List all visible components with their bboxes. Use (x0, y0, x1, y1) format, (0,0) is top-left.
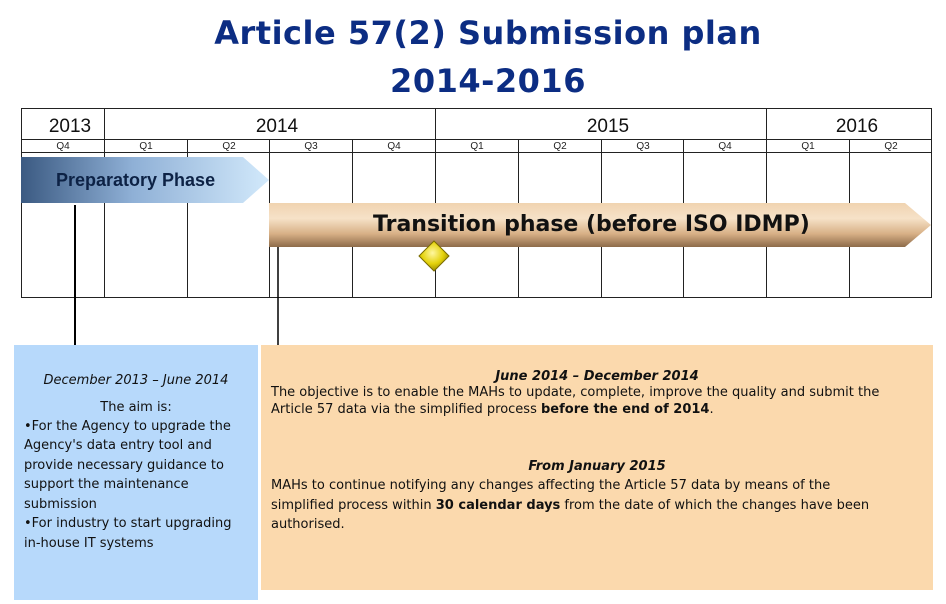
right-box-period-1: June 2014 – December 2014 (495, 369, 699, 384)
left-box-bullet-2: •For industry to start upgrading (24, 516, 232, 531)
quarter-label: Q1 (801, 141, 815, 152)
quarter-label: Q2 (222, 141, 236, 152)
quarter-label: Q2 (884, 141, 898, 152)
right-box-period-2: From January 2015 (528, 459, 666, 474)
right-box-paragraph-2: authorised. (271, 517, 345, 532)
right-box-text: simplified process within (271, 498, 436, 513)
right-box-emphasis: before the end of 2014 (540, 402, 710, 417)
year-label: 2013 (48, 116, 92, 137)
preparatory-phase-label: Preparatory Phase (56, 170, 216, 190)
left-box-bullet-1: •For the Agency to upgrade the (24, 419, 231, 434)
quarter-label: Q3 (304, 141, 318, 152)
quarter-label: Q3 (636, 141, 650, 152)
left-box-bullet-1: support the maintenance (24, 477, 189, 492)
year-label: 2016 (835, 116, 879, 137)
left-box-bullet-2: in-house IT systems (24, 536, 154, 551)
left-box-bullet-1: submission (24, 497, 97, 512)
right-box-paragraph-1 (271, 400, 714, 420)
quarter-label: Q1 (139, 141, 153, 152)
right-box-emphasis: 30 calendar days (435, 498, 561, 513)
right-box-text: Article 57 data via the simplified process (271, 402, 541, 417)
quarter-label: Q2 (553, 141, 567, 152)
quarter-label: Q4 (387, 141, 401, 152)
right-box-paragraph-2 (271, 496, 869, 516)
left-box-period: December 2013 – June 2014 (43, 373, 229, 388)
quarter-label: Q4 (718, 141, 732, 152)
left-box-bullet-1: Agency's data entry tool and (24, 438, 212, 453)
transition-phase-label: Transition phase (before ISO IDMP) (373, 212, 810, 237)
page-subtitle: 2014-2016 (390, 62, 586, 100)
right-box-paragraph-1: The objective is to enable the MAHs to update, complete, improve the quality and submit the (271, 385, 880, 400)
left-box-bullet-1: provide necessary guidance to (24, 458, 224, 473)
right-box-paragraph-2: MAHs to continue notifying any changes affecting the Article 57 data by means of the (271, 478, 831, 493)
quarter-label: Q4 (56, 141, 70, 152)
right-box-text: from the date of which the changes have been (560, 498, 870, 513)
year-label: 2014 (255, 116, 299, 137)
right-box-text: . (709, 402, 714, 417)
page-title: Article 57(2) Submission plan (214, 14, 762, 52)
quarter-label: Q1 (470, 141, 484, 152)
left-box-aim-heading: The aim is: (100, 400, 172, 415)
year-label: 2015 (586, 116, 630, 137)
